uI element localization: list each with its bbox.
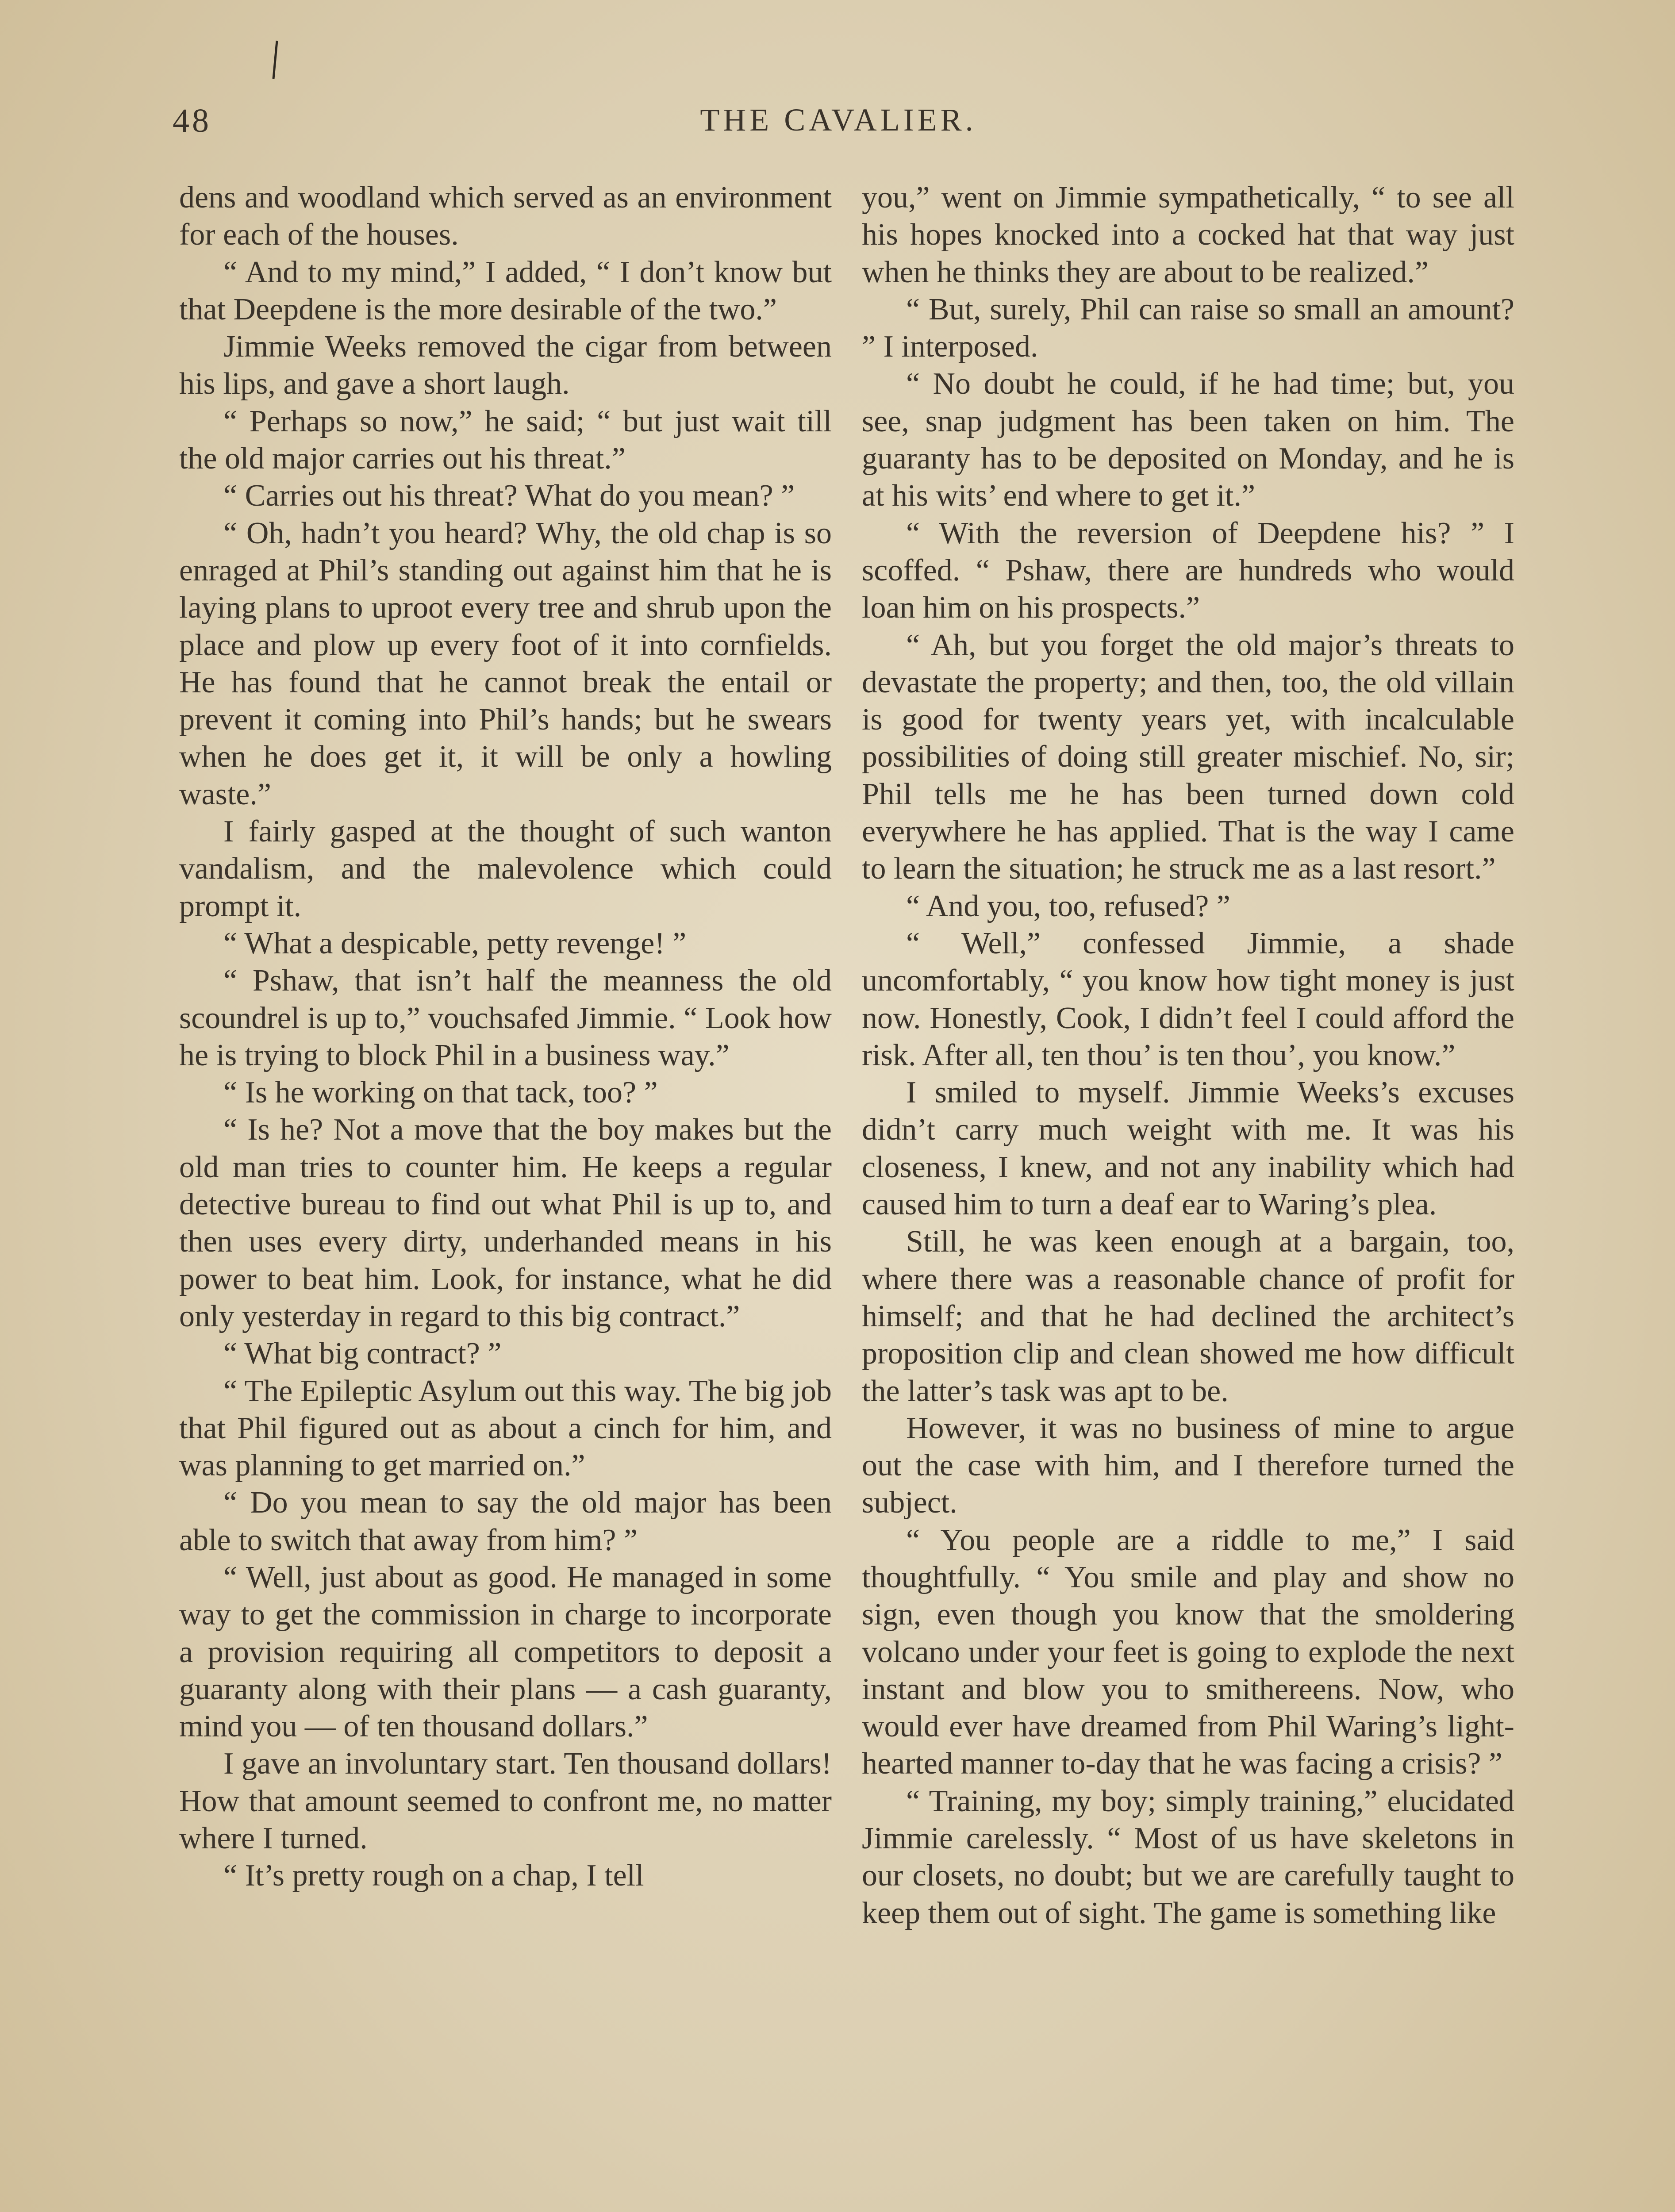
paragraph: “ And you, too, refused? ” (906, 889, 1230, 923)
paragraph: “ Is he working on that tack, too? ” (223, 1075, 658, 1110)
paragraph: “ No doubt he could, if he had time; but, you see, snap judgment has been taken on him. The guaranty has to be deposited on Monday, and he is at his wits’ end where to get it.” (862, 367, 1514, 513)
paragraph: “ But, surely, Phil can raise so small an amount? ” I interposed. (862, 292, 1514, 364)
right-column (862, 179, 1514, 1932)
paragraph: “ Do you mean to say the old major has been able to switch that away from him? ” (179, 1486, 832, 1557)
paragraph: “ And to my mind,” I added, “ I don’t know but that Deepdene is the more desirable of the two.” (179, 255, 832, 326)
paragraph: “ What big contract? ” (223, 1336, 502, 1371)
page-number: 48 (173, 102, 211, 139)
paragraph: “ Well,” confessed Jimmie, a shade uncomfortably, “ you know how tight money is just now. Honestly, Cook, I didn’t feel I could afford the risk. After all, ten thou’ is ten thou’, you know.” (862, 926, 1514, 1072)
paragraph: I fairly gasped at the thought of such wanton vandalism, and the malevolence which could prompt it. (179, 814, 832, 923)
page-header (173, 102, 1504, 150)
paragraph: “ Perhaps so now,” he said; “ but just wait till the old major carries out his threat.” (179, 404, 832, 476)
paragraph: “ What a despicable, petty revenge! ” (223, 926, 687, 960)
paragraph: “ With the reversion of Deepdene his? ” I scoffed. “ Pshaw, there are hundreds who would loan him on his prospects.” (862, 516, 1514, 625)
paragraph: I smiled to myself. Jimmie Weeks’s excuses didn’t carry much weight with me. It was his closeness, I knew, and not any inability which had caused him to turn a deaf ear to Waring’s plea. (862, 1075, 1514, 1222)
left-column (179, 179, 832, 1895)
paragraph: “ The Epileptic Asylum out this way. The big job that Phil figured out as about a cinch for him, and was planning to get married on.” (179, 1374, 832, 1483)
paragraph: However, it was no business of mine to argue out the case with him, and I therefore turned the subject. (862, 1411, 1514, 1520)
paragraph: I gave an involuntary start. Ten thousand dollars! How that amount seemed to confront me, no matter where I turned. (179, 1747, 832, 1856)
paragraph: “ It’s pretty rough on a chap, I tell (223, 1859, 644, 1893)
paragraph: Jimmie Weeks removed the cigar from between his lips, and gave a short laugh. (179, 330, 832, 401)
paragraph: “ Pshaw, that isn’t half the meanness the old scoundrel is up to,” vouchsafed Jimmie. “ Look how he is trying to block Phil in a business way.” (179, 964, 832, 1072)
paragraph: “ Well, just about as good. He managed in some way to get the commission in charge to incorporate a provision requiring all competitors to deposit a guaranty along with their plans — a cash guaranty, mind you — of ten thousand dollars.” (179, 1560, 832, 1744)
running-title: THE CAVALIER. (700, 102, 977, 138)
paragraph: “ Training, my boy; simply training,” elucidated Jimmie carelessly. “ Most of us have skeletons in our closets, no doubt; but we are carefully taught to keep them out of sight. The game is something like (862, 1784, 1514, 1930)
paragraph: “ You people are a riddle to me,” I said thoughtfully. “ You smile and play and show no sign, even though you know that the smoldering volcano under your feet is going to explode the next instant and blow you to smithereens. Now, who would ever have dreamed from Phil Waring’s light-hearted manner to-day that he was facing a crisis? ” (862, 1523, 1514, 1781)
paragraph: you,” went on Jimmie sympathetically, “ to see all his hopes knocked into a cocked hat that way just when he thinks they are about to be realized.” (862, 180, 1514, 289)
paragraph: Still, he was keen enough at a bargain, too, where there was a reasonable chance of profit for himself; and that he had declined the architect’s proposition clip and clean showed me how difficult the latter’s task was apt to be. (862, 1225, 1514, 1408)
paragraph: “ Is he? Not a move that the boy makes but the old man tries to counter him. He keeps a regular detective bureau to find out what Phil is up to, and then uses every dirty, underhanded means in his power to beat him. Look, for instance, what he did only yesterday in regard to this big contract.” (179, 1113, 832, 1333)
paragraph: dens and woodland which served as an environment for each of the houses. (179, 180, 832, 252)
pencil-mark (271, 40, 280, 80)
paragraph: “ Ah, but you forget the old major’s threats to devastate the property; and then, too, the old villain is good for twenty years yet, with incalculable possibilities of doing still greater mischief. No, sir; Phil tells me he has been turned down cold everywhere he has applied. That is the way I came to learn the situation; he struck me as a last resort.” (862, 628, 1514, 886)
paragraph: “ Carries out his threat? What do you mean? ” (223, 479, 795, 513)
paragraph: “ Oh, hadn’t you heard? Why, the old chap is so enraged at Phil’s standing out against him that he is laying plans to uproot every tree and shrub upon the place and plow up every foot of it into cornfields. He has found that he cannot break the entail or prevent it coming into Phil’s hands; but he swears when he does get it, it will be only a howling waste.” (179, 516, 832, 811)
